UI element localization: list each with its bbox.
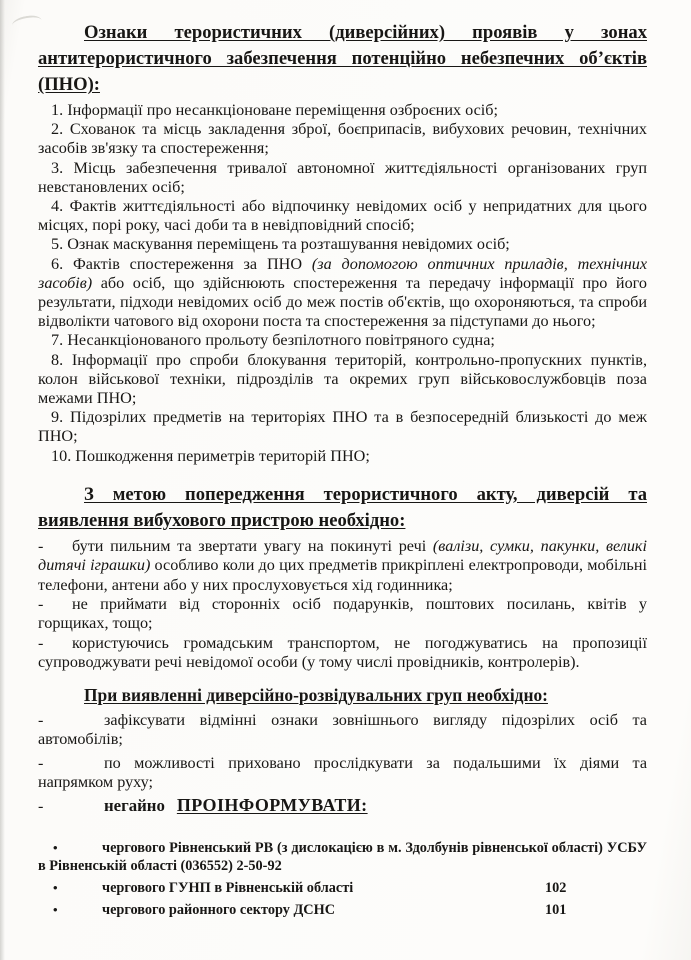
contact-text: чергового районного сектору ДСНС (102, 901, 336, 918)
item-text: 4. Фактів життєдіяльності або відпочинку невідомих осіб у непридатних для цього місцях, порі року, часі доби та в невідповідний спосіб; (38, 197, 647, 235)
contacts-list (38, 839, 647, 919)
item-text: 1. Інформації про несанкціоноване переміщення озброєних осіб; (51, 101, 499, 119)
item-text: по можливості приховано прослідкувати за подальшими їх діями та напрямком руху; (38, 753, 647, 791)
numbered-item-1 (38, 101, 647, 120)
dash-item-1 (38, 537, 647, 595)
item-text: або осіб, що здійснюють спостереження та передачу інформації про його результати, підходи невідомих осіб до меж постів об'єктів, що охороняються, та спроби відволікти чатового від охорони поста та спостереження за підступами до нього; (38, 273, 647, 331)
dash-marker: - (38, 753, 44, 772)
numbered-item-8 (38, 351, 647, 409)
item-text: 7. Несанкціонованого прольоту безпілотного повітряного судна; (51, 331, 495, 350)
item-text: 5. Ознак маскування переміщень та розташування невідомих осіб; (51, 235, 510, 254)
item-text: бути пильним та звертати увагу на покинуті речі (72, 536, 433, 555)
bullet-marker: • (53, 839, 58, 855)
bullet-marker: • (53, 901, 58, 917)
item-text: 6. Фактів спостереження за ПНО (51, 254, 312, 273)
dash-marker: - (38, 536, 44, 555)
dash-item-2 (38, 595, 647, 634)
numbered-item-6 (38, 255, 647, 332)
dash-marker: - (38, 595, 44, 614)
numbered-item-3 (38, 159, 647, 197)
contact-phone: 101 (545, 901, 567, 918)
item-text: 2. Схованок та місць закладення зброї, боєприпасів, вибухових речовин, технічних засобів зв'язку та спостереження; (38, 120, 647, 158)
dash-item-3 (38, 634, 647, 673)
contact-phone: 102 (545, 879, 567, 896)
numbered-item-2 (38, 120, 647, 158)
dash-item-5 (38, 754, 647, 793)
item-text: 10. Пошкодження периметрів територій ПНО; (51, 446, 370, 465)
dash-item-4 (38, 711, 647, 750)
numbered-item-5 (38, 235, 647, 254)
section1-heading: Ознаки терористичних (диверсійних) проявів у зонах антитерористичного забезпечення потенційно небезпечних об’єктів (ПНО): (38, 22, 647, 95)
section3 (38, 683, 647, 817)
numbered-item-7 (38, 331, 647, 350)
item-text: користуючись громадським транспортом, не погоджуватись на пропозиції супроводжувати речі невідомої особи (у тому числі провідників, контролерів). (38, 633, 647, 672)
scan-edge-shadow (0, 0, 5, 960)
section2-heading: З метою попередження терористичного акту, диверсій та виявлення вибухового пристрою необхідно: (38, 483, 647, 531)
contact-text: чергового ГУНП в Рівненській області (102, 879, 354, 896)
numbered-item-9 (38, 408, 647, 446)
item-text: не приймати від сторонніх осіб подарунків, поштових посилань, квітів у горщиках, тощо; (38, 595, 647, 633)
item-text-italic: (валізи, сумки, пакунки, великі дитячі іграшки) (38, 536, 647, 575)
contact-item-dsns (38, 901, 647, 920)
item-text-italic: (за допомогою оптичних приладів, технічних засобів) (38, 254, 647, 292)
item-text: 3. Місць забезпечення тривалої автономної життєдіяльності організованих груп невстановлених осіб; (38, 158, 647, 196)
dash-marker: - (38, 797, 44, 816)
numbered-item-10 (38, 447, 647, 466)
contact-item-gunp (38, 879, 647, 898)
numbered-item-4 (38, 197, 647, 235)
contact-text: чергового Рівненський РВ (з дислокацією в м. Здолбунів рівненської області) УСБУ в Рівненській області (036552) 2-50-92 (38, 839, 647, 875)
bullet-marker: • (53, 879, 58, 895)
contact-item-usbu (38, 839, 647, 876)
final-instruction (38, 796, 647, 816)
item-text: 8. Інформації про спроби блокування територій, контрольно-пропускних пунктів, колон військової техніки, підрозділів та окремих груп військовослужбовців поза межами ПНО; (38, 350, 647, 408)
final-instruction-lead: негайно (104, 796, 165, 816)
final-instruction-action: ПРОІНФОРМУВАТИ: (176, 795, 368, 816)
dash-marker: - (38, 710, 44, 729)
item-text: 9. Підозрілих предметів на територіях ПНО та в безпосередній близькості до меж ПНО; (38, 408, 647, 446)
item-text: особливо коли до цих предметів прикріплені електропроводи, мобільні телефони, антени або у них прослуховується хід годинника; (38, 556, 647, 594)
dash-marker: - (38, 633, 44, 652)
section3-heading: При виявленні диверсійно-розвідувальних груп необхідно: (84, 684, 548, 705)
item-text: зафіксувати відмінні ознаки зовнішнього вигляду підозрілих осіб та автомобілів; (38, 710, 647, 749)
